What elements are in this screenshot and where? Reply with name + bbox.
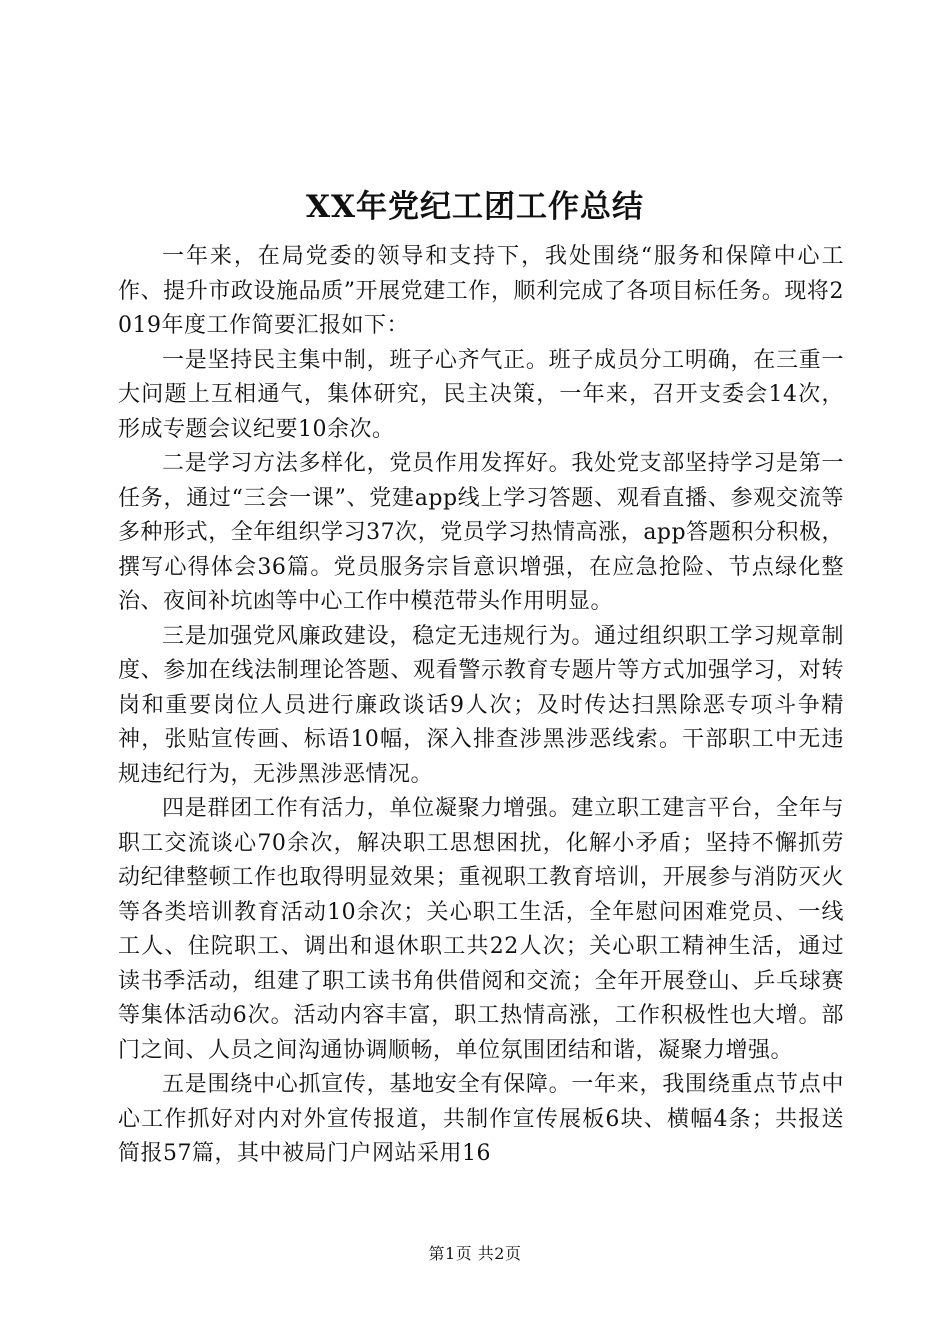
- paragraph-democratic-centralism: 一是坚持民主集中制，班子心齐气正。班子成员分工明确，在三重一大问题上互相通气，集体研究，民主决策，一年来，召开支委会14次，形成专题会议纪要10余次。: [118, 347, 844, 442]
- paragraph-integrity: 三是加强党风廉政建设，稳定无违规行为。通过组织职工学习规章制度、参加在线法制理论答题、观看警示教育专题片等方式加强学习，对转岗和重要岗位人员进行廉政谈话9人次；及时传达扫黑除恶专项斗争精神，张贴宣传画、标语10幅，深入排查涉黑涉恶线索。干部职工中无违规违纪行为，无涉黑涉恶情况。: [118, 623, 844, 787]
- paragraph-intro: 一年来，在局党委的领导和支持下，我处围绕“服务和保障中心工作、提升市政设施品质”开展党建工作，顺利完成了各项目标任务。现将2019年度工作简要汇报如下：: [118, 244, 844, 338]
- paragraph-publicity: 五是围绕中心抓宣传，基地安全有保障。一年来，我围绕重点节点中心工作抓好对内对外宣传报道，共制作宣传展板6块、横幅4条；共报送简报57篇，其中被局门户网站采用16: [118, 1072, 844, 1166]
- page-footer: 第1页 共2页: [428, 1244, 522, 1263]
- document-body: [118, 240, 844, 1172]
- paragraph-study-methods: 二是学习方法多样化，党员作用发挥好。我处党支部坚持学习是第一任务，通过“三会一课”、党建app线上学习答题、观看直播、参观交流等多种形式，全年组织学习37次，党员学习热情高涨，app答题积分积极，撰写心得体会36篇。党员服务宗旨意识增强，在应急抢险、节点绿化整治、夜间补坑凼等中心工作中模范带头作用明显。: [118, 451, 844, 614]
- paragraph-mass-organizations: 四是群团工作有活力，单位凝聚力增强。建立职工建言平台，全年与职工交流谈心70余次，解决职工思想困扰，化解小矛盾；坚持不懈抓劳动纪律整顿工作也取得明显效果；重视职工教育培训，开展参与消防灭火等各类培训教育活动10余次；关心职工生活，全年慰问困难党员、一线工人、住院职工、调出和退休职工共22人次；关心职工精神生活，通过读书季活动，组建了职工读书角供借阅和交流；全年开展登山、乒乓球赛等集体活动6次。活动内容丰富，职工热情高涨，工作积极性也大增。部门之间、人员之间沟通协调顺畅，单位氛围团结和谐，凝聚力增强。: [118, 796, 844, 1063]
- document-title: XX年党纪工团工作总结: [305, 189, 645, 225]
